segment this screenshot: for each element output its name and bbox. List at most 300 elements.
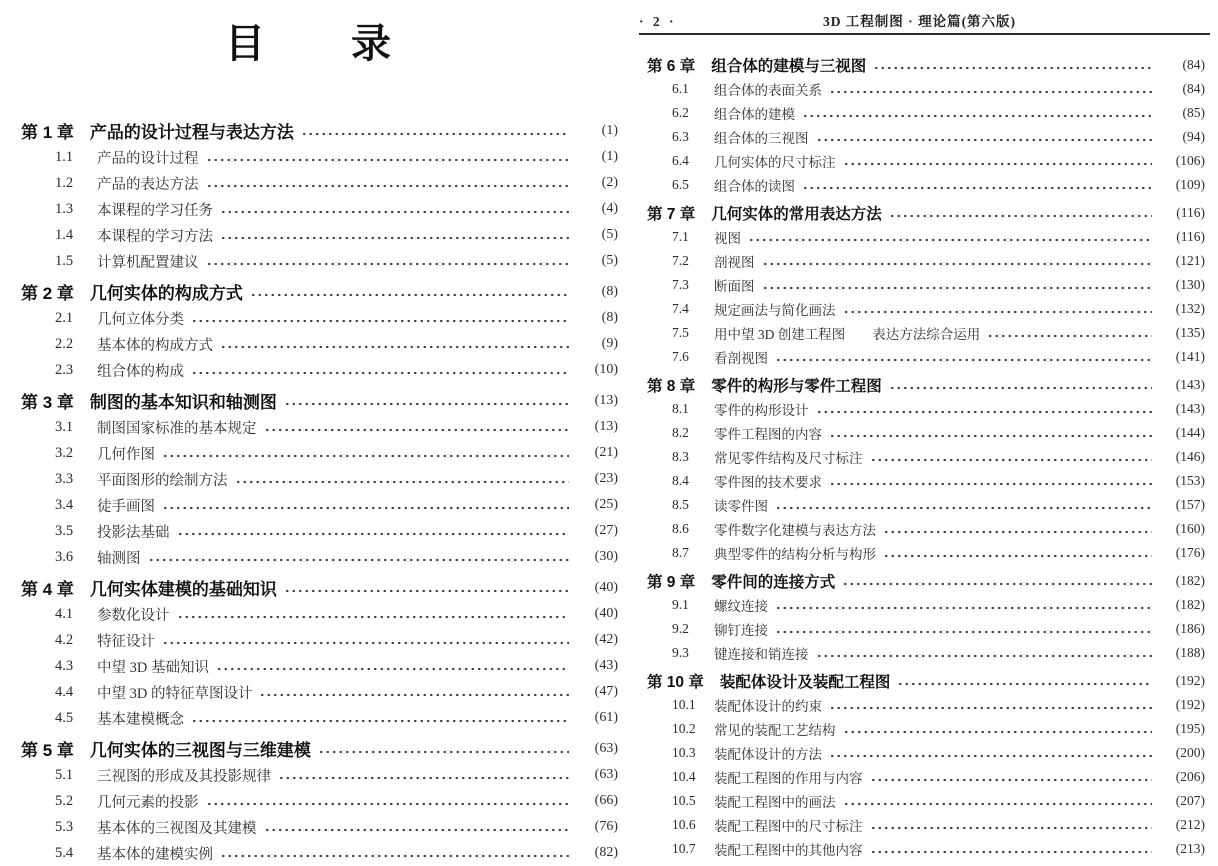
- dot-leader: [843, 310, 1153, 314]
- toc-section-row: [0, 544, 618, 570]
- section-number: 3.3: [55, 470, 74, 487]
- toc-section-row: [609, 641, 1218, 665]
- chapter-title: 零件间的连接方式: [711, 573, 836, 591]
- section-number: 4.1: [55, 605, 74, 622]
- section-page-number: (13): [594, 419, 618, 434]
- section-title: 规定画法与简化画法: [714, 303, 836, 318]
- right-toc-list: [609, 52, 1218, 861]
- dot-leader: [775, 506, 1152, 510]
- section-number: 6.4: [672, 153, 689, 168]
- section-title: 基本体的建模实例: [97, 846, 213, 863]
- section-page-number: (212): [1175, 817, 1205, 832]
- section-page-number: (42): [594, 632, 618, 647]
- dot-leader: [762, 286, 1153, 290]
- toc-chapter-row: [0, 117, 618, 144]
- toc-section-row: [609, 717, 1218, 741]
- section-title: 键连接和销连接: [714, 647, 809, 662]
- chapter-number: 第 8 章: [647, 377, 696, 395]
- section-page-number: (5): [601, 227, 618, 242]
- toc-section-row: [0, 814, 618, 840]
- chapter-title: 组合体的建模与三视图: [711, 57, 867, 75]
- toc-section-row: [0, 357, 618, 383]
- section-number: 3.5: [55, 522, 74, 539]
- section-page-number: (2): [601, 175, 618, 190]
- dot-leader: [816, 410, 1153, 414]
- chapter-page-number: (182): [1175, 572, 1205, 588]
- toc-section-row: [609, 741, 1218, 765]
- section-page-number: (153): [1175, 473, 1205, 488]
- dot-leader: [284, 589, 569, 593]
- section-number: 6.3: [672, 129, 689, 144]
- section-title: 组合体的读图: [714, 179, 795, 194]
- section-number: 3.4: [55, 496, 74, 513]
- toc-chapter-row: [609, 200, 1218, 225]
- toc-section-row: [0, 170, 618, 196]
- toc-chapter-row: [0, 387, 618, 414]
- chapter-page-number: (8): [601, 283, 618, 299]
- toc-section-row: [609, 273, 1218, 297]
- toc-section-row: [0, 466, 618, 492]
- section-page-number: (40): [594, 606, 618, 621]
- section-number: 9.3: [672, 645, 689, 660]
- dot-leader: [206, 184, 570, 188]
- toc-section-row: [609, 321, 1218, 345]
- dot-leader: [177, 532, 570, 536]
- section-title: 基本建模概念: [97, 711, 184, 728]
- section-number: 8.4: [672, 473, 689, 488]
- dot-leader: [264, 828, 570, 832]
- section-number: 7.2: [672, 253, 689, 268]
- section-title: 产品的表达方法: [97, 176, 199, 193]
- section-title: 组合体的建模: [714, 107, 795, 122]
- section-page-number: (206): [1175, 769, 1205, 784]
- section-page-number: (106): [1175, 153, 1205, 168]
- dot-leader: [829, 434, 1152, 438]
- section-page-number: (23): [594, 471, 618, 486]
- dot-leader: [829, 706, 1152, 710]
- section-title: 装配工程图的作用与内容: [714, 771, 863, 786]
- dot-leader: [206, 262, 570, 266]
- chapter-page-number: (13): [594, 392, 618, 408]
- section-title: 组合体的三视图: [714, 131, 809, 146]
- chapter-title: 制图的基本知识和轴测图: [89, 393, 277, 412]
- section-number: 5.4: [55, 844, 74, 861]
- section-title: 三视图的形成及其投影规律: [97, 768, 271, 785]
- toc-section-row: [0, 762, 618, 788]
- section-number: 4.2: [55, 631, 74, 648]
- chapter-page-number: (1): [601, 122, 618, 138]
- section-page-number: (66): [594, 793, 618, 808]
- dot-leader: [762, 262, 1153, 266]
- section-title: 装配工程图中的尺寸标注: [714, 819, 863, 834]
- toc-section-row: [609, 149, 1218, 173]
- toc-section-row: [609, 77, 1218, 101]
- section-number: 6.2: [672, 105, 689, 120]
- dot-leader: [775, 606, 1152, 610]
- section-number: 2.1: [55, 309, 74, 326]
- dot-leader: [816, 654, 1153, 658]
- section-page-number: (25): [594, 497, 618, 512]
- section-page-number: (109): [1175, 177, 1205, 192]
- chapter-title: 几何实体的三视图与三维建模: [89, 741, 311, 760]
- section-title: 参数化设计: [97, 607, 170, 624]
- section-title: 零件数字化建模与表达方法: [714, 523, 876, 538]
- dot-leader: [748, 238, 1152, 242]
- section-title: 平面图形的绘制方法: [97, 472, 228, 489]
- toc-section-row: [609, 249, 1218, 273]
- dot-leader: [220, 236, 569, 240]
- dot-leader: [883, 530, 1152, 534]
- chapter-number: 第 4 章: [21, 580, 74, 599]
- chapter-page-number: (192): [1175, 672, 1205, 688]
- section-number: 8.2: [672, 425, 689, 440]
- section-page-number: (213): [1175, 841, 1205, 856]
- dot-leader: [802, 114, 1152, 118]
- section-number: 8.6: [672, 521, 689, 536]
- section-number: 1.1: [55, 148, 74, 165]
- chapter-number: 第 1 章: [21, 123, 74, 142]
- toc-section-row: [0, 601, 618, 627]
- section-title: 计算机配置建议: [97, 254, 199, 271]
- dot-leader: [775, 630, 1152, 634]
- dot-leader: [829, 754, 1152, 758]
- section-page-number: (27): [594, 523, 618, 538]
- dot-leader: [191, 371, 569, 375]
- section-page-number: (195): [1175, 721, 1205, 736]
- section-number: 3.2: [55, 444, 74, 461]
- section-number: 6.1: [672, 81, 689, 96]
- section-number: 9.1: [672, 597, 689, 612]
- dot-leader: [206, 802, 570, 806]
- toc-section-row: [609, 397, 1218, 421]
- toc-chapter-row: [609, 568, 1218, 593]
- toc-section-row: [609, 813, 1218, 837]
- section-title: 看剖视图: [714, 351, 768, 366]
- chapter-number: 第 6 章: [647, 57, 696, 75]
- section-number: 10.4: [672, 769, 696, 784]
- dot-leader: [816, 138, 1153, 142]
- toc-section-row: [0, 840, 618, 866]
- section-title: 制图国家标准的基本规定: [97, 420, 257, 437]
- dot-leader: [259, 693, 569, 697]
- toc-section-row: [0, 196, 618, 222]
- chapter-number: 第 10 章: [647, 673, 704, 691]
- section-page-number: (47): [594, 684, 618, 699]
- section-page-number: (84): [1182, 81, 1205, 96]
- toc-section-row: [0, 627, 618, 653]
- dot-leader: [889, 386, 1152, 390]
- toc-section-row: [609, 225, 1218, 249]
- dot-leader: [264, 428, 570, 432]
- section-page-number: (10): [594, 362, 618, 377]
- toc-chapter-row: [0, 278, 618, 305]
- dot-leader: [829, 482, 1152, 486]
- toc-section-row: [609, 789, 1218, 813]
- section-page-number: (186): [1175, 621, 1205, 636]
- section-number: 5.3: [55, 818, 74, 835]
- section-title: 几何元素的投影: [97, 794, 199, 811]
- section-number: 7.1: [672, 229, 689, 244]
- section-page-number: (8): [601, 310, 618, 325]
- running-header: [639, 6, 1210, 35]
- section-title: 本课程的学习方法: [97, 228, 213, 245]
- section-page-number: (94): [1182, 129, 1205, 144]
- section-title: 中望 3D 基础知识: [97, 659, 209, 676]
- section-number: 1.4: [55, 226, 74, 243]
- toc-section-row: [0, 653, 618, 679]
- dot-leader: [843, 730, 1153, 734]
- dot-leader: [220, 210, 569, 214]
- section-title: 产品的设计过程: [97, 150, 199, 167]
- section-number: 8.5: [672, 497, 689, 512]
- toc-section-row: [0, 788, 618, 814]
- dot-leader: [191, 319, 569, 323]
- dot-leader: [301, 132, 569, 136]
- toc-chapter-row: [609, 52, 1218, 77]
- chapter-page-number: (143): [1175, 376, 1205, 392]
- dot-leader: [842, 582, 1152, 586]
- section-page-number: (61): [594, 710, 618, 725]
- section-page-number: (30): [594, 549, 618, 564]
- chapter-number: 第 2 章: [21, 284, 74, 303]
- section-number: 1.2: [55, 174, 74, 191]
- dot-leader: [250, 293, 569, 297]
- dot-leader: [191, 719, 569, 723]
- section-page-number: (157): [1175, 497, 1205, 512]
- toc-section-row: [609, 593, 1218, 617]
- section-number: 9.2: [672, 621, 689, 636]
- section-title: 组合体的表面关系: [714, 83, 822, 98]
- toc-section-row: [609, 445, 1218, 469]
- dot-leader: [318, 750, 569, 754]
- chapter-title: 装配体设计及装配工程图: [719, 673, 891, 691]
- section-page-number: (130): [1175, 277, 1205, 292]
- section-title: 读零件图: [714, 499, 768, 514]
- section-page-number: (200): [1175, 745, 1205, 760]
- dot-leader: [162, 641, 569, 645]
- section-title: 几何立体分类: [97, 311, 184, 328]
- section-page-number: (5): [601, 253, 618, 268]
- section-title: 视图: [714, 231, 741, 246]
- dot-leader: [870, 826, 1153, 830]
- toc-chapter-row: [609, 668, 1218, 693]
- dot-leader: [220, 345, 569, 349]
- dot-leader: [775, 358, 1152, 362]
- toc-section-row: [609, 765, 1218, 789]
- section-page-number: (182): [1175, 597, 1205, 612]
- chapter-page-number: (116): [1176, 204, 1205, 220]
- section-number: 5.2: [55, 792, 74, 809]
- section-number: 2.3: [55, 361, 74, 378]
- chapter-page-number: (63): [594, 740, 618, 756]
- toc-section-row: [609, 469, 1218, 493]
- chapter-title: 几何实体的构成方式: [89, 284, 243, 303]
- left-toc-list: [0, 117, 618, 866]
- section-title: 装配体设计的方法: [714, 747, 822, 762]
- running-title: 3D 工程制图 · 理论篇(第六版): [822, 14, 1017, 29]
- toc-section-row: [0, 331, 618, 357]
- dot-leader: [148, 558, 570, 562]
- toc-title: 目 录: [225, 22, 393, 66]
- toc-section-row: [0, 518, 618, 544]
- section-page-number: (176): [1175, 545, 1205, 560]
- dot-leader: [216, 667, 569, 671]
- toc-section-row: [609, 541, 1218, 565]
- section-title: 零件的构形设计: [714, 403, 809, 418]
- section-title: 基本体的构成方式: [97, 337, 213, 354]
- toc-section-row: [609, 101, 1218, 125]
- toc-section-row: [609, 125, 1218, 149]
- dot-leader: [206, 158, 570, 162]
- section-title: 几何实体的尺寸标注: [714, 155, 836, 170]
- section-page-number: (4): [601, 201, 618, 216]
- section-title: 用中望 3D 创建工程图 表达方法综合运用: [714, 327, 981, 342]
- section-title: 螺纹连接: [714, 599, 768, 614]
- toc-section-row: [609, 421, 1218, 445]
- section-page-number: (135): [1175, 325, 1205, 340]
- dot-leader: [162, 454, 569, 458]
- section-title: 零件工程图的内容: [714, 427, 822, 442]
- section-title: 组合体的构成: [97, 363, 184, 380]
- toc-chapter-row: [609, 372, 1218, 397]
- section-title: 断面图: [714, 279, 755, 294]
- dot-leader: [870, 458, 1153, 462]
- toc-section-row: [0, 222, 618, 248]
- section-number: 10.2: [672, 721, 696, 736]
- chapter-number: 第 3 章: [21, 393, 74, 412]
- dot-leader: [889, 214, 1152, 218]
- section-page-number: (192): [1175, 697, 1205, 712]
- dot-leader: [162, 506, 569, 510]
- dot-leader: [220, 854, 569, 858]
- section-number: 4.4: [55, 683, 74, 700]
- section-title: 常见零件结构及尺寸标注: [714, 451, 863, 466]
- page-number-marker: · 2 ·: [639, 14, 677, 29]
- chapter-title: 几何实体的常用表达方法: [711, 205, 882, 223]
- section-title: 投影法基础: [97, 524, 170, 541]
- toc-section-row: [0, 705, 618, 731]
- dot-leader: [278, 776, 569, 780]
- section-page-number: (188): [1175, 645, 1205, 660]
- dot-leader: [829, 90, 1152, 94]
- section-title: 铆钉连接: [714, 623, 768, 638]
- chapter-number: 第 7 章: [647, 205, 696, 223]
- toc-chapter-row: [0, 574, 618, 601]
- chapter-title: 零件的构形与零件工程图: [711, 377, 882, 395]
- section-title: 徒手画图: [97, 498, 155, 515]
- toc-section-row: [0, 492, 618, 518]
- section-page-number: (121): [1175, 253, 1205, 268]
- section-number: 7.4: [672, 301, 689, 316]
- section-title: 装配工程图中的其他内容: [714, 843, 863, 858]
- section-page-number: (116): [1176, 229, 1205, 244]
- toc-section-row: [0, 440, 618, 466]
- section-number: 10.5: [672, 793, 696, 808]
- section-page-number: (144): [1175, 425, 1205, 440]
- section-page-number: (63): [594, 767, 618, 782]
- section-number: 4.5: [55, 709, 74, 726]
- section-number: 7.5: [672, 325, 689, 340]
- chapter-page-number: (40): [594, 579, 618, 595]
- section-title: 常见的装配工艺结构: [714, 723, 836, 738]
- section-page-number: (85): [1182, 105, 1205, 120]
- dot-leader: [897, 682, 1152, 686]
- section-title: 装配工程图中的画法: [714, 795, 836, 810]
- section-page-number: (21): [594, 445, 618, 460]
- section-page-number: (207): [1175, 793, 1205, 808]
- toc-section-row: [0, 679, 618, 705]
- section-page-number: (76): [594, 819, 618, 834]
- toc-section-row: [609, 693, 1218, 717]
- chapter-number: 第 9 章: [647, 573, 696, 591]
- dot-leader: [284, 402, 569, 406]
- section-number: 8.1: [672, 401, 689, 416]
- dot-leader: [870, 778, 1153, 782]
- dot-leader: [235, 480, 570, 484]
- section-page-number: (82): [594, 845, 618, 860]
- section-title: 典型零件的结构分析与构形: [714, 547, 876, 562]
- toc-section-row: [609, 345, 1218, 369]
- toc-chapter-row: [0, 735, 618, 762]
- dot-leader: [883, 554, 1152, 558]
- toc-section-row: [0, 305, 618, 331]
- section-number: 7.3: [672, 277, 689, 292]
- toc-section-row: [609, 173, 1218, 197]
- section-page-number: (43): [594, 658, 618, 673]
- chapter-title: 几何实体建模的基础知识: [89, 580, 277, 599]
- section-number: 1.5: [55, 252, 74, 269]
- chapter-number: 第 5 章: [21, 741, 74, 760]
- section-title: 装配体设计的约束: [714, 699, 822, 714]
- section-page-number: (146): [1175, 449, 1205, 464]
- toc-section-row: [609, 493, 1218, 517]
- section-page-number: (143): [1175, 401, 1205, 416]
- dot-leader: [802, 186, 1152, 190]
- toc-section-row: [609, 297, 1218, 321]
- toc-section-row: [0, 144, 618, 170]
- section-number: 2.2: [55, 335, 74, 352]
- dot-leader: [843, 162, 1153, 166]
- section-number: 8.7: [672, 545, 689, 560]
- section-page-number: (160): [1175, 521, 1205, 536]
- section-title: 基本体的三视图及其建模: [97, 820, 257, 837]
- section-page-number: (141): [1175, 349, 1205, 364]
- section-number: 10.1: [672, 697, 696, 712]
- section-title: 剖视图: [714, 255, 755, 270]
- dot-leader: [177, 615, 570, 619]
- section-number: 10.3: [672, 745, 696, 760]
- section-title: 几何作图: [97, 446, 155, 463]
- chapter-title: 产品的设计过程与表达方法: [89, 123, 294, 142]
- dot-leader: [987, 334, 1152, 338]
- section-number: 4.3: [55, 657, 74, 674]
- toc-section-row: [609, 837, 1218, 861]
- toc-section-row: [609, 617, 1218, 641]
- section-number: 1.3: [55, 200, 74, 217]
- toc-section-row: [609, 517, 1218, 541]
- section-number: 10.6: [672, 817, 696, 832]
- section-title: 中望 3D 的特征草图设计: [97, 685, 253, 702]
- dot-leader: [873, 66, 1152, 70]
- section-number: 7.6: [672, 349, 689, 364]
- section-title: 特征设计: [97, 633, 155, 650]
- section-title: 轴测图: [97, 550, 141, 567]
- toc-section-row: [0, 414, 618, 440]
- dot-leader: [870, 850, 1153, 854]
- section-title: 本课程的学习任务: [97, 202, 213, 219]
- section-number: 5.1: [55, 766, 74, 783]
- section-page-number: (132): [1175, 301, 1205, 316]
